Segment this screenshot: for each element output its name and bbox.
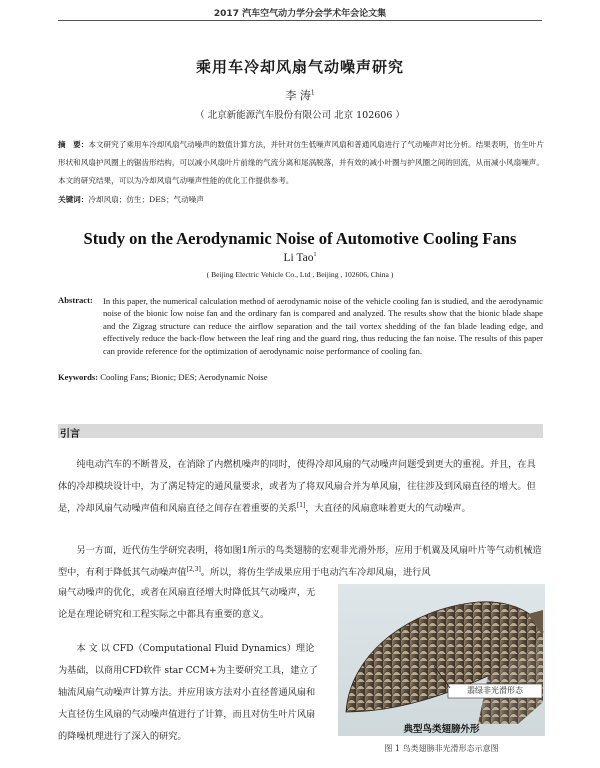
cn-keywords xyxy=(58,193,544,207)
figure-inset-label: 翡绿非光滑形态 xyxy=(467,686,523,695)
en-author-sup: 1 xyxy=(313,252,317,259)
figure-bottom-label: 典型鸟类翅膀外形 xyxy=(403,724,480,735)
en-author xyxy=(0,252,600,264)
section-heading-bar xyxy=(58,424,543,438)
cn-abstract-text: 本文研究了乘用车冷却风扇气动噪声的数值计算方法，并针对仿生低噪声风扇和普通风扇进行了气动噪声对比分析。结果表明，仿生叶片形状和风扇护风圈上的锯齿形结构，可以减小风扇叶片前缘的气流分离和尾涡脱落，并有效的减小叶圈与护风圈之间的回流，从而减小风扇噪声。本文的研究结果，可以为冷却风扇气动噪声性能的优化工作提供参考。 xyxy=(58,140,544,185)
figure-bird-wing xyxy=(338,584,545,736)
cn-author xyxy=(0,87,600,103)
p1-ref: [1] xyxy=(296,501,306,509)
cn-abstract xyxy=(58,136,544,190)
cn-author-name: 李 涛 xyxy=(285,89,311,102)
en-keywords-label: Keywords: xyxy=(58,372,99,382)
body-paragraph-4: 本 文 以 CFD（Computational Fluid Dynamics）理论为基础，以商用CFD软件 star CCM+为主要研究工具，建立了轴流风扇气动噪声计算方法。并应用该方法对小直径普通风扇和大直径仿生风扇的气动噪声值进行了计算，而且对仿生叶片风扇的降噪机理进行了深入的研究。 xyxy=(58,643,318,742)
cn-author-sup: 1 xyxy=(310,89,315,97)
en-title: Study on the Aerodynamic Noise of Automotive Cooling Fans xyxy=(83,229,517,248)
en-author-name: Li Tao xyxy=(283,252,314,264)
cn-abstract-label: 摘 要： xyxy=(58,140,89,149)
section-heading: 引言 xyxy=(60,429,80,440)
body-paragraph-1 xyxy=(58,454,544,520)
cn-keywords-label: 关键词： xyxy=(58,195,89,204)
figure-caption: 图 1 鸟类翅膀非光滑形态示意图 xyxy=(384,744,499,753)
cn-title: 乘用车冷却风扇气动噪声研究 xyxy=(195,58,404,76)
p1-text-a: 纯电动汽车的不断普及，在消除了内燃机噪声的同时，使得冷却风扇的气动噪声问题受到更大的重视。并且，在具体的冷却模块设计中，为了满足特定的通风量要求，或者为了将双风扇合并为单风扇，往往涉及到风扇直径的增大。但是，冷却风扇气动噪声值和风扇直径之间存在着重要的关系 xyxy=(58,459,536,514)
cn-keywords-text: 冷却风扇；仿生；DES；气动噪声 xyxy=(88,195,204,204)
p2-text-a: 另一方面，近代仿生学研究表明，将如图1所示的鸟类翅膀的宏观非光滑外形，应用于机翼及风扇叶片等气动机械造型中，有利于降低其气动噪声值 xyxy=(58,545,542,578)
p2-ref: [2,3] xyxy=(186,565,201,573)
en-keywords-text: Cooling Fans; Bionic; DES; Aerodynamic Noise xyxy=(98,372,268,382)
running-header: 2017 汽车空气动力学分会学术年会论文集 xyxy=(213,9,387,19)
en-keywords xyxy=(58,372,544,382)
p2-text-b: 。所以，将仿生学成果应用于电动汽车冷却风扇，进行风 xyxy=(200,567,431,578)
body-paragraph-2 xyxy=(58,540,544,584)
header-rule xyxy=(58,20,542,21)
p1-text-b: ，大直径的风扇意味着更大的气动噪声。 xyxy=(305,503,471,514)
en-abstract-label: Abstract: xyxy=(58,295,93,305)
bird-wing-image xyxy=(338,584,545,736)
en-abstract-text: In this paper, the numerical calculation method of aerodynamic noise of the vehicle cooling fan is studied, and the aerodynamic noise of the bionic low noise fan and the ordinary fan is compared and analyzed. The results show that the bionic blade shape and the Zigzag structure can reduce the airflow separation and the tail vortex shedding of the fan blade leading edge, and effectively reduce the back-flow between the leaf ring and the guard ring, thus reducing the fan noise. The results of this paper can provide reference for the optimization of aerodynamic noise performance of cooling fan. xyxy=(103,296,543,356)
en-affiliation: ( Beijing Electric Vehicle Co., Ltd , Beijing , 102606, China ) xyxy=(206,270,394,279)
body-paragraph-3: 扇气动噪声的优化，或者在风扇直径增大时降低其气动噪声，无论是在理论研究和工程实际之中都具有重要的意义。 xyxy=(58,587,316,620)
cn-affiliation: （ 北京新能源汽车股份有限公司 北京 102606 ） xyxy=(195,110,405,121)
